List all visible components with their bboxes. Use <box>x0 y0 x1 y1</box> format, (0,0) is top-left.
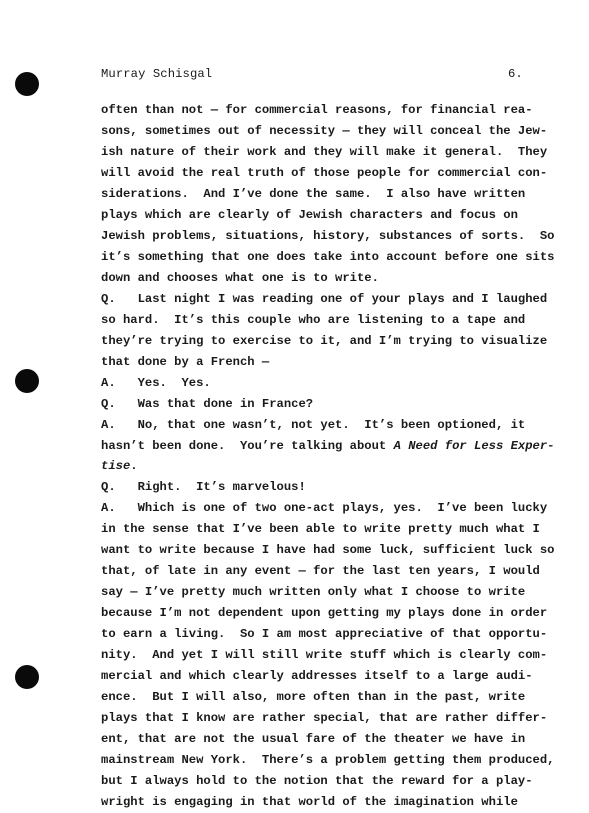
line-text: hasn’t been done. You’re talking about <box>101 438 394 453</box>
text-line <box>101 289 548 310</box>
line-text-after: . <box>130 459 138 474</box>
text-line <box>101 163 548 184</box>
text-line <box>101 582 531 603</box>
line-text: Jewish problems, situations, history, substances of sorts. So <box>101 228 555 243</box>
line-text: that done by a French — <box>101 354 270 369</box>
text-line <box>101 750 555 771</box>
text-line <box>101 373 531 394</box>
text-line <box>101 205 531 226</box>
line-text: plays which are clearly of Jewish characters and focus on <box>101 207 518 222</box>
punch-hole <box>15 665 39 689</box>
text-line <box>101 561 540 582</box>
text-line <box>101 603 548 624</box>
text-line <box>101 645 548 666</box>
text-line <box>101 394 531 415</box>
line-text: nity. And yet I will still write stuff which is clearly com- <box>101 648 548 663</box>
text-line <box>101 456 531 477</box>
text-line <box>101 415 531 436</box>
text-line <box>101 436 555 457</box>
line-text: but I always hold to the notion that the reward for a play- <box>101 774 533 788</box>
punch-hole <box>15 72 39 96</box>
text-line <box>101 121 548 142</box>
line-text: often than not — for commercial reasons, for financial rea- <box>101 103 533 117</box>
text-line <box>101 498 548 519</box>
line-text: A. Which is one of two one-act plays, yes. I’ve been lucky <box>101 501 548 516</box>
text-line <box>101 247 555 268</box>
line-text: they’re trying to exercise to it, and I’m trying to visualize <box>101 333 548 348</box>
play-title-italic: A Need for Less Exper- <box>393 438 555 453</box>
line-text: A. Yes. Yes. <box>101 375 211 390</box>
text-line <box>101 792 531 813</box>
text-line <box>101 226 555 247</box>
line-text: it’s something that one does take into account before one sits <box>101 249 555 264</box>
line-text: siderations. And I’ve done the same. I also have written <box>101 186 526 201</box>
text-line <box>101 268 531 289</box>
text-line <box>101 708 548 729</box>
line-text: so hard. It’s this couple who are listening to a tape and <box>101 312 526 327</box>
line-text: in the sense that I’ve been able to write pretty much what I <box>101 522 540 537</box>
line-text: say — I’ve pretty much written only what I choose to write <box>101 585 526 600</box>
line-text: wright is engaging in that world of the imagination while <box>101 794 518 809</box>
text-line <box>101 771 531 792</box>
text-line <box>101 477 531 498</box>
text-line <box>101 100 531 121</box>
line-text: mainstream New York. There’s a problem getting them produced, <box>101 753 555 768</box>
punch-hole <box>15 369 39 393</box>
line-text: ence. But I will also, more often than in the past, write <box>101 690 526 705</box>
line-text: Q. Was that done in France? <box>101 396 314 411</box>
line-text: down and chooses what one is to write. <box>101 270 379 285</box>
line-text: mercial and which clearly addresses itself to a large audi- <box>101 669 533 684</box>
play-title-italic: tise <box>101 459 131 474</box>
line-text: want to write because I have had some luck, sufficient luck so <box>101 543 555 558</box>
header-author: Murray Schisgal <box>101 67 213 81</box>
line-text: ish nature of their work and they will make it general. They <box>101 144 548 159</box>
text-line <box>101 624 548 645</box>
line-text: ent, that are not the usual fare of the theater we have in <box>101 732 526 747</box>
text-line <box>101 687 531 708</box>
text-line <box>101 331 548 352</box>
text-line <box>101 184 531 205</box>
text-line <box>101 352 531 373</box>
line-text: Q. Last night I was reading one of your plays and I laughed <box>101 291 548 306</box>
text-line <box>101 729 531 750</box>
transcript-body <box>101 100 555 813</box>
line-text: sons, sometimes out of necessity — they will conceal the Jew- <box>101 123 548 138</box>
text-line <box>101 666 531 687</box>
line-text: plays that I know are rather special, that are rather differ- <box>101 711 548 726</box>
line-text: will avoid the real truth of those people for commercial con- <box>101 165 548 180</box>
page-number: 6. <box>508 67 523 81</box>
line-text: that, of late in any event — for the last ten years, I would <box>101 564 540 579</box>
line-text: Q. Right. It’s marvelous! <box>101 480 306 495</box>
text-line <box>101 310 531 331</box>
text-line <box>101 540 555 561</box>
line-text: A. No, that one wasn’t, not yet. It’s been optioned, it <box>101 417 526 432</box>
text-line <box>101 519 540 540</box>
line-text: because I’m not dependent upon getting my plays done in order <box>101 606 548 621</box>
text-line <box>101 142 548 163</box>
line-text: to earn a living. So I am most appreciative of that opportu- <box>101 627 548 642</box>
